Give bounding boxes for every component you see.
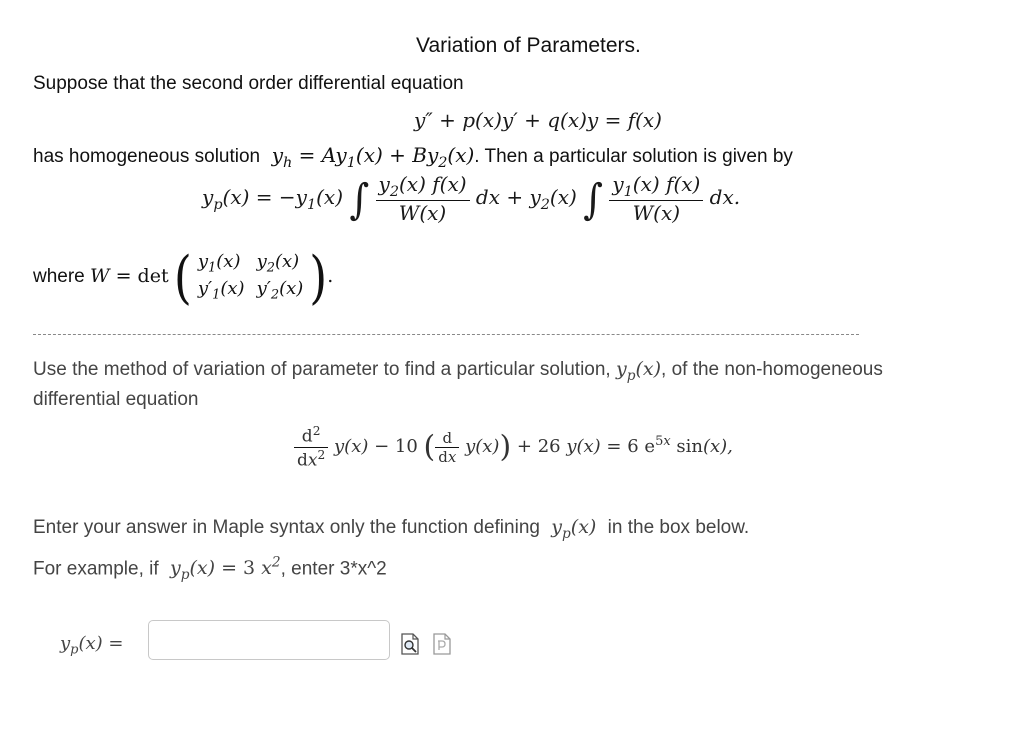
problem-line-2: differential equation <box>33 389 199 410</box>
wronskian-definition: where W = det ( $y_1(x)$ $y_2(x)$ $y'_1(x)$ $y'_2(x)$ ). <box>33 243 334 311</box>
general-ode-equation: y″ + p(x)y′ + q(x)y = f(x) <box>414 108 662 132</box>
homogeneous-solution-math: $y_h = Ay_1(x) + By_2(x)$ <box>265 143 475 171</box>
problem-line-1: Use the method of variation of parameter to find a particular solution, $y_p(x)$, of the non-homogeneous <box>33 358 883 384</box>
section-divider <box>33 334 859 335</box>
intro-line-2: has homogeneous solution $y_h = Ay_1(x) + By_2(x)$. Then a particular solution is given by <box>33 143 793 171</box>
maple-syntax-icon[interactable] <box>433 633 451 655</box>
answer-input[interactable] <box>148 620 390 660</box>
answer-label: $y_p(x)$ = <box>60 633 124 658</box>
instructions-line-2: For example, if $y_p(x) = 3$ $x^2$, enter 3*x^2 <box>33 555 387 584</box>
intro-line-1: Suppose that the second order differential equation <box>33 73 464 94</box>
page-title: Variation of Parameters. <box>416 34 641 57</box>
instructions-line-1: Enter your answer in Maple syntax only the function defining $y_p(x)$ in the box below. <box>33 516 750 542</box>
preview-icon[interactable] <box>401 633 419 655</box>
particular-solution-formula: $y_p(x) = -y_1(x)$ ∫ $\frac{y_2(x) f(x)}{W(x)}$ dx + $y_2(x)$ ∫ $\frac{y_1(x) f(x)}{W(x)}$ dx. <box>202 172 741 225</box>
given-differential-equation: $\frac{d^2}{dx^2}$ y(x) − 10 ( $\frac{d}{dx}$ y(x)) + 26 y(x) = 6 $e^{5x}$ sin(x), <box>294 424 733 470</box>
